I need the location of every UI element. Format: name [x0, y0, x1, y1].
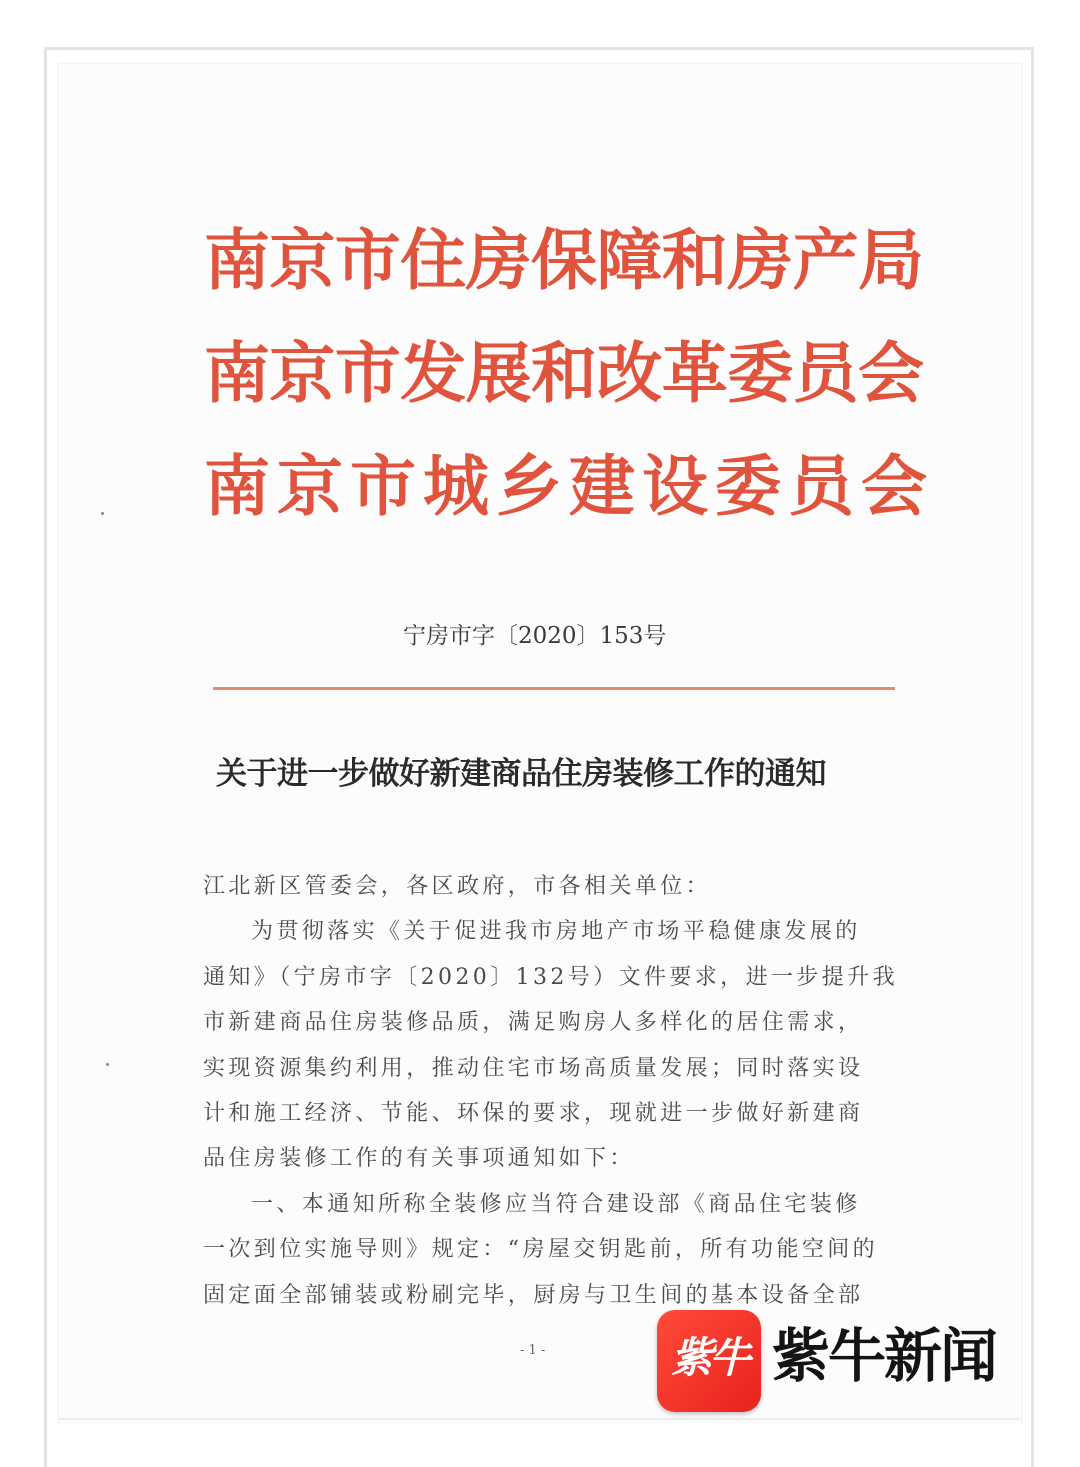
issuer-line-3: 南京市城乡建设委员会 [204, 447, 934, 525]
page-bottom-edge [58, 1418, 1020, 1420]
red-divider-line [213, 687, 895, 690]
body-line: 固定面全部铺装或粉刷完毕，厨房与卫生间的基本设备全部 [203, 1282, 864, 1308]
body-line: 品住房装修工作的有关事项通知如下： [203, 1146, 635, 1172]
body-line: 市新建商品住房装修品质，满足购房人多样化的居住需求， [203, 1010, 864, 1036]
issuer-line-2: 南京市发展和改革委员会 [204, 334, 924, 412]
addressee-line: 江北新区管委会，各区政府，市各相关单位： [203, 874, 712, 899]
logo-badge-text: 紫牛 [670, 1333, 747, 1382]
body-line: 一次到位实施导则》规定：“房屋交钥匙前，所有功能空间的 [203, 1237, 879, 1263]
body-line: 计和施工经济、节能、环保的要求，现就进一步做好新建商 [203, 1101, 864, 1127]
body-line: 为贯彻落实《关于促进我市房地产市场平稳健康发展的 [251, 919, 861, 945]
ziniu-logo-icon [657, 1310, 761, 1412]
page-number: - 1 - [520, 1343, 546, 1358]
ziniu-news-wordmark: 紫牛新闻 [772, 1322, 997, 1390]
document-body [203, 864, 898, 1318]
scan-speck [101, 512, 104, 515]
document-title: 关于进一步做好新建商品住房装修工作的通知 [216, 756, 826, 792]
body-line: 实现资源集约利用，推动住宅市场高质量发展；同时落实设 [203, 1055, 864, 1081]
scan-speck [106, 1063, 109, 1066]
document-number: 宁房市字〔2020〕153号 [403, 623, 667, 649]
issuer-line-1: 南京市住房保障和房产局 [204, 221, 924, 299]
body-line: 通知》（宁房市字〔2020〕132号）文件要求，进一步提升我 [203, 964, 898, 990]
body-line: 一、本通知所称全装修应当符合建设部《商品住宅装修 [251, 1191, 861, 1217]
